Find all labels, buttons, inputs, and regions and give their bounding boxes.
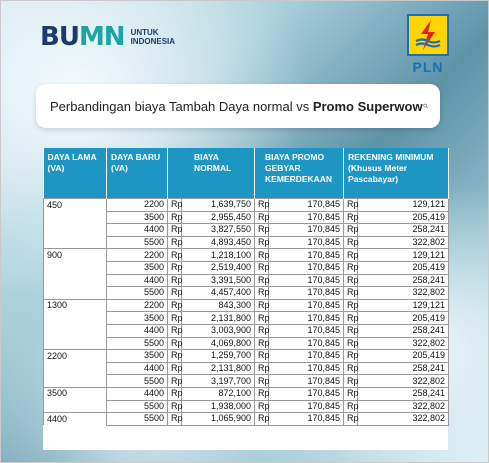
table-row [44, 199, 449, 212]
cell-currency: Rp [344, 224, 358, 237]
cell-daya-baru: 4400 [107, 387, 168, 400]
cell-rekening-minimum: 205,419 [358, 312, 449, 325]
cell-currency: Rp [344, 362, 358, 375]
cell-biaya-promo: 170,845 [269, 287, 344, 300]
cell-biaya-normal: 2,519,400 [182, 261, 255, 274]
cell-daya-lama: 900 [44, 249, 107, 262]
cell-daya-lama [44, 287, 107, 300]
cell-biaya-promo: 170,845 [269, 312, 344, 325]
cell-currency: Rp [255, 199, 269, 212]
cell-currency: Rp [344, 236, 358, 249]
cell-biaya-promo: 170,845 [269, 350, 344, 363]
cell-biaya-normal: 1,065,900 [182, 413, 255, 426]
cell-rekening-minimum: 258,241 [358, 224, 449, 237]
cell-biaya-normal: 1,259,700 [182, 350, 255, 363]
cell-rekening-minimum: 258,241 [358, 387, 449, 400]
cell-rekening-minimum: 322,802 [358, 413, 449, 426]
cell-daya-lama [44, 224, 107, 237]
cell-currency: Rp [168, 299, 182, 312]
cell-daya-baru: 4400 [107, 274, 168, 287]
cell-currency: Rp [255, 312, 269, 325]
table-row [44, 413, 449, 426]
search-query[interactable]: Perbandingan biaya Tambah Daya normal vs Promo Superwow [50, 98, 423, 114]
table-row [44, 249, 449, 262]
bumn-logo [40, 22, 175, 52]
cell-currency: Rp [168, 287, 182, 300]
cell-currency: Rp [255, 299, 269, 312]
cell-currency: Rp [168, 199, 182, 212]
header-daya-baru: DAYA BARU (VA) [107, 148, 168, 199]
table-row [44, 350, 449, 363]
cell-daya-lama [44, 274, 107, 287]
cell-currency: Rp [255, 249, 269, 262]
cell-currency: Rp [344, 337, 358, 350]
cell-currency: Rp [168, 324, 182, 337]
cell-currency: Rp [255, 324, 269, 337]
cell-biaya-promo: 170,845 [269, 324, 344, 337]
cell-currency: Rp [344, 249, 358, 262]
cell-currency: Rp [168, 400, 182, 413]
cell-daya-baru: 5500 [107, 400, 168, 413]
cell-currency: Rp [168, 413, 182, 426]
cell-biaya-normal: 4,457,400 [182, 287, 255, 300]
cell-daya-baru: 5500 [107, 375, 168, 388]
cell-biaya-normal: 2,131,800 [182, 312, 255, 325]
cell-currency: Rp [255, 211, 269, 224]
cell-currency: Rp [344, 387, 358, 400]
cell-daya-baru: 5500 [107, 236, 168, 249]
table-row [44, 299, 449, 312]
cell-daya-baru: 5500 [107, 287, 168, 300]
cell-biaya-normal: 872,100 [182, 387, 255, 400]
table-row [44, 324, 449, 337]
cell-currency: Rp [168, 274, 182, 287]
table-row [44, 337, 449, 350]
cell-biaya-promo: 170,845 [269, 400, 344, 413]
cell-biaya-promo: 170,845 [269, 249, 344, 262]
cell-currency: Rp [344, 287, 358, 300]
table-row [44, 387, 449, 400]
header-daya-lama: DAYA LAMA (VA) [44, 148, 107, 199]
cell-daya-lama [44, 362, 107, 375]
search-icon[interactable] [423, 94, 428, 118]
table-row [44, 261, 449, 274]
cell-biaya-normal: 2,955,450 [182, 211, 255, 224]
cell-currency: Rp [168, 350, 182, 363]
search-bar[interactable] [36, 84, 440, 128]
cell-currency: Rp [344, 413, 358, 426]
cell-currency: Rp [168, 224, 182, 237]
cell-biaya-promo: 170,845 [269, 387, 344, 400]
cell-daya-lama [44, 400, 107, 413]
price-table [43, 148, 448, 450]
cell-currency: Rp [255, 224, 269, 237]
table-row [44, 287, 449, 300]
cell-currency: Rp [255, 337, 269, 350]
cell-biaya-promo: 170,845 [269, 199, 344, 212]
cell-biaya-normal: 4,069,800 [182, 337, 255, 350]
cell-daya-baru: 5500 [107, 337, 168, 350]
pln-logo [405, 14, 451, 75]
cell-biaya-normal: 3,197,700 [182, 375, 255, 388]
table-row [44, 375, 449, 388]
cell-currency: Rp [344, 400, 358, 413]
cell-currency: Rp [255, 236, 269, 249]
cell-rekening-minimum: 322,802 [358, 287, 449, 300]
cell-currency: Rp [168, 375, 182, 388]
cell-daya-lama [44, 324, 107, 337]
cell-rekening-minimum: 258,241 [358, 324, 449, 337]
cell-currency: Rp [344, 312, 358, 325]
cell-biaya-normal: 3,003,900 [182, 324, 255, 337]
cell-rekening-minimum: 129,121 [358, 199, 449, 212]
cell-biaya-normal: 3,391,500 [182, 274, 255, 287]
cell-currency: Rp [255, 400, 269, 413]
cell-rekening-minimum: 322,802 [358, 337, 449, 350]
header-rekening-minimum: REKENING MINIMUM (Khusus Meter Pascabayar) [344, 148, 449, 199]
cell-daya-lama [44, 211, 107, 224]
cell-daya-lama [44, 375, 107, 388]
cell-biaya-promo: 170,845 [269, 362, 344, 375]
cell-biaya-promo: 170,845 [269, 236, 344, 249]
cell-rekening-minimum: 129,121 [358, 249, 449, 262]
cell-daya-lama: 4400 [44, 413, 107, 426]
cell-currency: Rp [168, 387, 182, 400]
cell-biaya-promo: 170,845 [269, 211, 344, 224]
table-row [44, 362, 449, 375]
cell-currency: Rp [255, 362, 269, 375]
cell-currency: Rp [344, 261, 358, 274]
table-row [44, 400, 449, 413]
cell-rekening-minimum: 205,419 [358, 350, 449, 363]
cell-biaya-promo: 170,845 [269, 413, 344, 426]
cell-currency: Rp [344, 211, 358, 224]
pln-lightning-icon [407, 14, 449, 56]
pln-logo-text: PLN [412, 59, 444, 75]
cell-biaya-promo: 170,845 [269, 299, 344, 312]
cell-currency: Rp [168, 261, 182, 274]
cell-currency: Rp [168, 312, 182, 325]
cell-daya-baru: 2200 [107, 249, 168, 262]
cell-biaya-promo: 170,845 [269, 274, 344, 287]
cell-daya-baru: 3500 [107, 211, 168, 224]
cell-daya-baru: 5500 [107, 413, 168, 426]
cell-daya-lama: 3500 [44, 387, 107, 400]
cell-currency: Rp [255, 350, 269, 363]
cell-rekening-minimum: 129,121 [358, 299, 449, 312]
cell-currency: Rp [168, 362, 182, 375]
cell-daya-lama [44, 261, 107, 274]
bumn-logo-mark: BUMN [40, 22, 125, 52]
cell-daya-lama: 1300 [44, 299, 107, 312]
cell-biaya-normal: 1,218,100 [182, 249, 255, 262]
table-row [44, 224, 449, 237]
cell-biaya-promo: 170,845 [269, 337, 344, 350]
cell-currency: Rp [255, 287, 269, 300]
cell-daya-baru: 3500 [107, 312, 168, 325]
cell-daya-baru: 3500 [107, 350, 168, 363]
cell-currency: Rp [255, 387, 269, 400]
cell-currency: Rp [344, 324, 358, 337]
cell-biaya-normal: 1,938,000 [182, 400, 255, 413]
cell-currency: Rp [255, 413, 269, 426]
cell-rekening-minimum: 205,419 [358, 211, 449, 224]
cell-biaya-normal: 1,639,750 [182, 199, 255, 212]
cell-daya-baru: 3500 [107, 261, 168, 274]
cell-currency: Rp [168, 211, 182, 224]
cell-currency: Rp [344, 375, 358, 388]
cell-daya-baru: 4400 [107, 362, 168, 375]
cell-currency: Rp [255, 261, 269, 274]
cell-currency: Rp [344, 199, 358, 212]
cell-rekening-minimum: 205,419 [358, 261, 449, 274]
cell-biaya-promo: 170,845 [269, 224, 344, 237]
cell-daya-lama: 2200 [44, 350, 107, 363]
table-row [44, 211, 449, 224]
bumn-logo-subtitle: UNTUK INDONESIA [130, 28, 176, 46]
table-row [44, 312, 449, 325]
cell-currency: Rp [168, 236, 182, 249]
cell-daya-baru: 2200 [107, 299, 168, 312]
cell-biaya-promo: 170,845 [269, 261, 344, 274]
cell-daya-baru: 4400 [107, 224, 168, 237]
cell-currency: Rp [255, 274, 269, 287]
cell-currency: Rp [168, 337, 182, 350]
cell-daya-lama [44, 236, 107, 249]
table-row [44, 236, 449, 249]
cell-biaya-normal: 2,131,800 [182, 362, 255, 375]
cell-currency: Rp [344, 274, 358, 287]
cell-rekening-minimum: 258,241 [358, 274, 449, 287]
header-biaya-normal: BIAYA NORMAL [168, 148, 255, 199]
cell-daya-baru: 4400 [107, 324, 168, 337]
cell-biaya-normal: 3,827,550 [182, 224, 255, 237]
cell-rekening-minimum: 322,802 [358, 375, 449, 388]
cell-rekening-minimum: 322,802 [358, 400, 449, 413]
cell-daya-baru: 2200 [107, 199, 168, 212]
table-row [44, 274, 449, 287]
cell-currency: Rp [255, 375, 269, 388]
cell-biaya-normal: 4,893,450 [182, 236, 255, 249]
cell-daya-lama: 450 [44, 199, 107, 212]
header-biaya-promo: BIAYA PROMO GEBYAR KEMERDEKAAN [255, 148, 344, 199]
cell-daya-lama [44, 337, 107, 350]
cell-currency: Rp [344, 299, 358, 312]
cell-currency: Rp [344, 350, 358, 363]
cell-daya-lama [44, 312, 107, 325]
cell-biaya-promo: 170,845 [269, 375, 344, 388]
cell-biaya-normal: 843,300 [182, 299, 255, 312]
cell-rekening-minimum: 258,241 [358, 362, 449, 375]
cell-rekening-minimum: 322,802 [358, 236, 449, 249]
cell-currency: Rp [168, 249, 182, 262]
